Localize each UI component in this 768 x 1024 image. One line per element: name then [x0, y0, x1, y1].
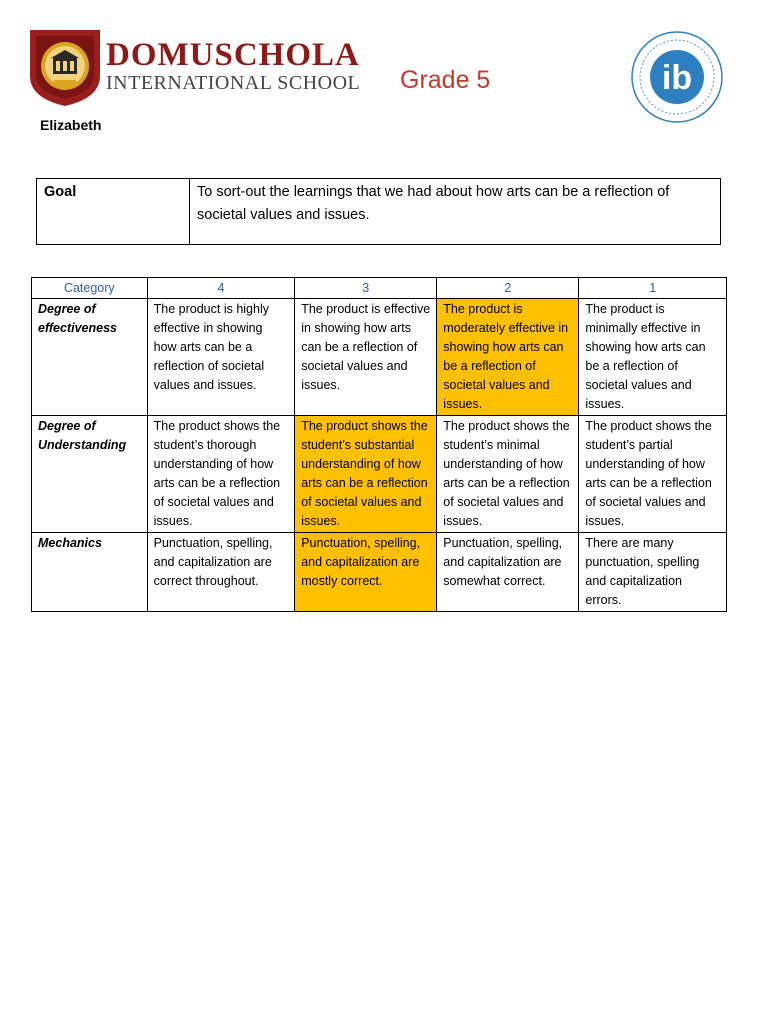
- goal-table: [36, 178, 721, 245]
- rubric-cell-2: The product shows the student’s minimal understanding of how arts can be a reflection of societal values and issues.: [437, 416, 579, 533]
- rubric-cell-2: Punctuation, spelling, and capitalization are somewhat correct.: [437, 533, 579, 612]
- student-name: Elizabeth: [40, 117, 102, 133]
- rubric-cell-1: The product is minimally effective in showing how arts can be a reflection of societal values and issues.: [579, 299, 727, 416]
- header-score-3: 3: [295, 278, 437, 299]
- rubric-row-mechanics: [32, 533, 727, 612]
- rubric-row-effectiveness: [32, 299, 727, 416]
- school-crest-icon: [28, 28, 102, 108]
- svg-text:ib: ib: [661, 59, 693, 97]
- rubric-cell-4: Punctuation, spelling, and capitalization are correct throughout.: [147, 533, 295, 612]
- rubric-cell-3: The product is effective in showing how arts can be a reflection of societal values and issues.: [295, 299, 437, 416]
- rubric-table: [31, 277, 727, 612]
- category-label: Degree of Understanding: [32, 416, 148, 533]
- header-category: Category: [32, 278, 148, 299]
- rubric-cell-4: The product shows the student’s thorough understanding of how arts can be a reflection of societal values and issues.: [147, 416, 295, 533]
- rubric-cell-3-selected: Punctuation, spelling, and capitalization are mostly correct.: [295, 533, 437, 612]
- header-score-4: 4: [147, 278, 295, 299]
- header-score-1: 1: [579, 278, 727, 299]
- school-name-line2: INTERNATIONAL SCHOOL: [106, 72, 361, 94]
- ib-logo-icon: [630, 30, 725, 125]
- category-label: Mechanics: [32, 533, 148, 612]
- rubric-cell-1: There are many punctuation, spelling and capitalization errors.: [579, 533, 727, 612]
- rubric-header-row: [32, 278, 727, 299]
- rubric-cell-4: The product is highly effective in showing how arts can be a reflection of societal values and issues.: [147, 299, 295, 416]
- rubric-cell-2-selected: The product is moderately effective in showing how arts can be a reflection of societal values and issues.: [437, 299, 579, 416]
- category-label: Degree of effectiveness: [32, 299, 148, 416]
- rubric-cell-1: The product shows the student’s partial understanding of how arts can be a reflection of societal values and issues.: [579, 416, 727, 533]
- goal-label: Goal: [37, 179, 190, 245]
- grade-title: Grade 5: [400, 66, 491, 94]
- goal-text: To sort-out the learnings that we had about how arts can be a reflection of societal values and issues.: [190, 179, 721, 245]
- school-name: [106, 38, 360, 94]
- rubric-row-understanding: [32, 416, 727, 533]
- school-name-line1: DOMUSCHOLA: [106, 37, 360, 73]
- rubric-cell-3-selected: The product shows the student’s substantial understanding of how arts can be a reflection of societal values and issues.: [295, 416, 437, 533]
- header-score-2: 2: [437, 278, 579, 299]
- goal-row: [37, 179, 721, 245]
